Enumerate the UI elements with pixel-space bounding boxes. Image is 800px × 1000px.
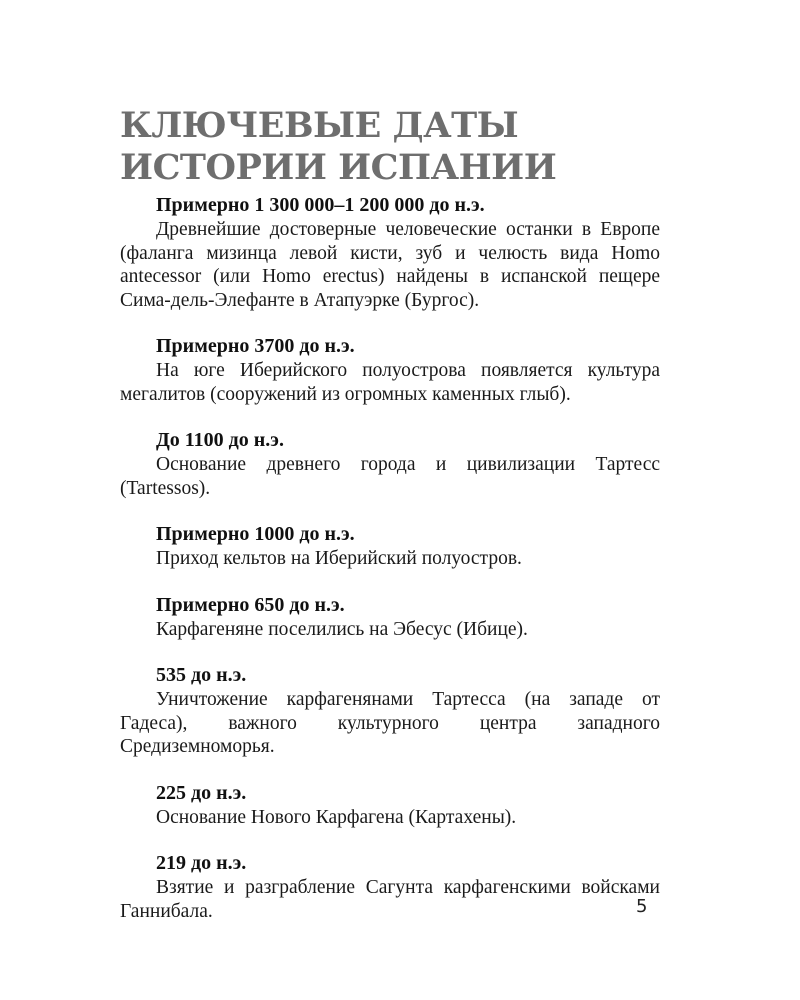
timeline-entry bbox=[120, 781, 660, 830]
entry-date: Примерно 1000 до н.э. bbox=[156, 523, 355, 545]
entry-text: Основание древнего города и цивилизации Тартесс (Tartessos). bbox=[120, 454, 660, 499]
timeline-entry bbox=[120, 851, 660, 923]
timeline-entry bbox=[120, 334, 660, 406]
entry-date: Примерно 650 до н.э. bbox=[156, 593, 345, 616]
timeline-entry bbox=[120, 663, 660, 759]
entry-text: Уничтожение карфагенянами Тартесса (на западе от Гадеса), важного культурного центра западного Средиземноморья. bbox=[120, 689, 660, 757]
timeline-entry bbox=[120, 522, 660, 571]
entry-text: Основание Нового Карфагена (Картахены). bbox=[156, 806, 517, 828]
page-title bbox=[120, 105, 680, 189]
entry-text: Карфагеняне поселились на Эбесус (Ибице). bbox=[156, 618, 528, 640]
page-title-line-2: ИСТОРИИ ИСПАНИИ bbox=[120, 147, 557, 188]
entry-date: 535 до н.э. bbox=[156, 664, 247, 686]
entry-date: 225 до н.э. bbox=[156, 781, 247, 804]
entry-text: Приход кельтов на Иберийский полуостров. bbox=[156, 548, 522, 569]
entry-text: Взятие и разграбление Сагунта карфагенскими войсками Ганнибала. bbox=[120, 877, 660, 922]
entry-text: Древнейшие достоверные человеческие останки в Европе (фаланга мизинца левой кисти, зуб и челюсть вида Homo antecessor (или Homo erectus) найдены в испанской пещере Сима-дель-Элефанте в Атапуэрке (Бургос). bbox=[120, 219, 660, 311]
timeline-entry bbox=[120, 193, 660, 312]
page-number: 5 bbox=[636, 896, 648, 917]
page-title-line-1: КЛЮЧЕВЫЕ ДАТЫ bbox=[120, 105, 519, 146]
timeline-list bbox=[120, 193, 660, 945]
entry-date: До 1100 до н.э. bbox=[156, 429, 284, 451]
entry-date: Примерно 3700 до н.э. bbox=[156, 335, 355, 357]
timeline-entry bbox=[120, 593, 660, 642]
entry-text: На юге Иберийского полуострова появляется культура мегалитов (сооружений из огромных каменных глыб). bbox=[120, 360, 660, 405]
entry-date: Примерно 1 300 000–1 200 000 до н.э. bbox=[156, 194, 485, 216]
entry-date: 219 до н.э. bbox=[156, 852, 247, 874]
timeline-entry bbox=[120, 428, 660, 500]
